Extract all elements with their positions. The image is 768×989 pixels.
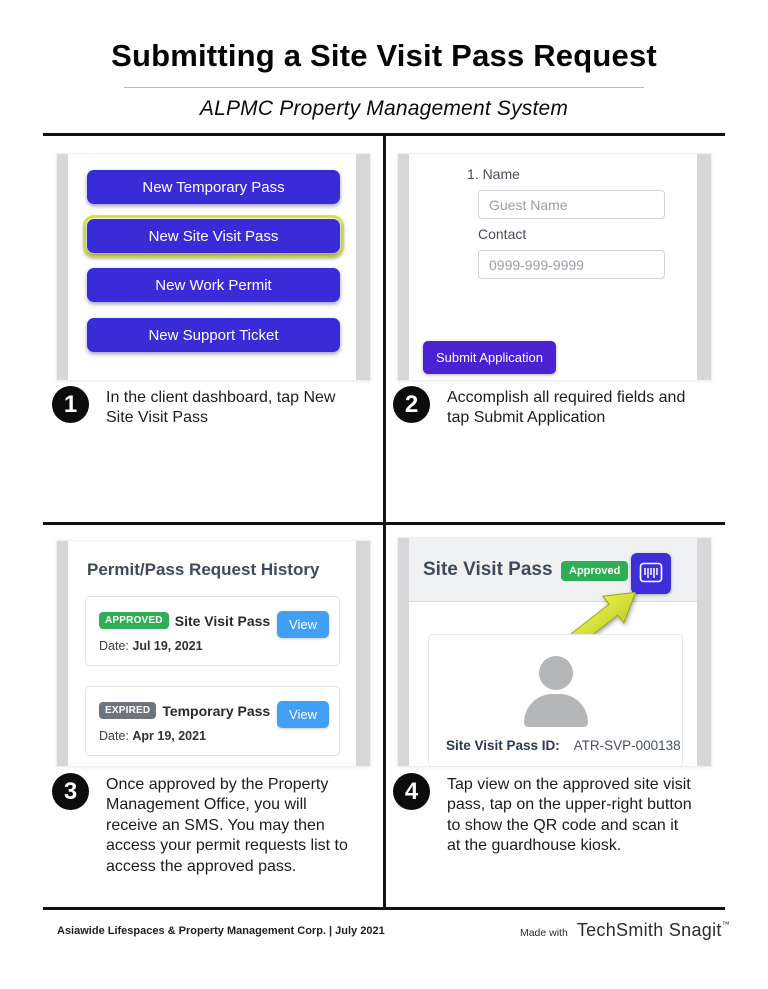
quadrant-step-2: [384, 136, 725, 522]
document-footer: [57, 920, 730, 941]
step-2: [393, 386, 695, 429]
title-divider: [124, 87, 644, 88]
status-badge-expired: EXPIRED: [99, 702, 156, 719]
avatar-icon: [539, 656, 573, 690]
status-badge-approved: APPROVED: [99, 612, 169, 629]
step-3: [52, 773, 354, 877]
screenshot-request-history: [56, 540, 371, 767]
new-support-ticket-button[interactable]: New Support Ticket: [87, 318, 340, 352]
request-name: Site Visit Pass: [174, 612, 271, 629]
made-with-label: Made with: [519, 927, 568, 939]
submit-application-button[interactable]: Submit Application: [423, 341, 556, 374]
quadrant-step-3: [43, 525, 384, 907]
footer-brand-group: [520, 920, 730, 941]
new-temporary-pass-button[interactable]: New Temporary Pass: [87, 170, 340, 204]
side-gutter: [398, 154, 409, 380]
snagit-logo: TechSmith Snagit™: [576, 920, 730, 940]
date-label: Date:: [99, 729, 129, 743]
contact-field-label: Contact: [478, 226, 527, 242]
request-date: [99, 729, 206, 743]
step-3-number-badge: 3: [52, 773, 89, 810]
request-name: Temporary Pass: [162, 702, 271, 719]
pass-title: Site Visit Pass: [423, 559, 553, 580]
step-2-number-badge: 2: [393, 386, 430, 423]
step-4: [393, 773, 695, 857]
pass-id-label: Site Visit Pass ID:: [446, 738, 560, 753]
side-gutter: [398, 538, 409, 766]
history-row-header: [99, 702, 270, 719]
date-value: Apr 19, 2021: [132, 729, 207, 743]
step-4-text: Tap view on the approved site visit pass, tap on the upper-right button to show the QR code and scan it at the guardhouse kiosk.: [447, 776, 692, 855]
quadrant-step-1: [43, 136, 384, 522]
steps-grid: [43, 133, 725, 910]
step-1-text: In the client dashboard, tap New Site Visit Pass: [106, 389, 336, 427]
screenshot-application-form: [397, 153, 712, 381]
view-button[interactable]: View: [277, 701, 329, 728]
step-4-number-badge: 4: [393, 773, 430, 810]
contact-input[interactable]: [478, 250, 665, 279]
page-title: Submitting a Site Visit Pass Request: [111, 38, 657, 73]
pass-id-value: ATR-SVP-000138: [573, 738, 681, 753]
step-1: [52, 386, 354, 429]
approved-status-badge: Approved: [561, 561, 628, 581]
side-gutter: [57, 541, 68, 766]
highlight-ring: [83, 215, 344, 257]
side-gutter: [356, 541, 370, 766]
new-work-permit-button[interactable]: New Work Permit: [87, 268, 340, 302]
history-row-header: [99, 612, 270, 629]
name-field-label: 1. Name: [467, 166, 520, 182]
step-2-text: Accomplish all required fields and tap Submit Application: [447, 389, 686, 427]
dashboard-button-stack: [57, 170, 370, 352]
history-title: Permit/Pass Request History: [87, 560, 320, 579]
view-button[interactable]: View: [277, 611, 329, 638]
avatar-icon: [524, 694, 588, 727]
screenshot-approved-pass: [397, 537, 712, 767]
history-row-site-visit-pass: [85, 596, 340, 666]
history-row-temporary-pass: [85, 686, 340, 756]
side-gutter: [697, 154, 711, 380]
guest-name-input[interactable]: [478, 190, 665, 219]
pass-card: [428, 634, 683, 767]
pass-header: [409, 538, 697, 602]
footer-credit: Asiawide Lifespaces & Property Management Corp. | July 2021: [57, 925, 385, 937]
page-subtitle: ALPMC Property Management System: [199, 97, 569, 120]
screenshot-client-dashboard: [56, 153, 371, 381]
request-date: [99, 639, 203, 653]
step-1-number-badge: 1: [52, 386, 89, 423]
quadrant-step-4: [384, 525, 725, 907]
side-gutter: [697, 538, 711, 766]
document-header: [0, 0, 768, 121]
trademark-symbol: ™: [721, 920, 730, 929]
new-site-visit-pass-button[interactable]: New Site Visit Pass: [87, 219, 340, 253]
pass-id-row: [446, 738, 681, 753]
date-label: Date:: [99, 639, 129, 653]
date-value: Jul 19, 2021: [132, 639, 203, 653]
step-3-text: Once approved by the Property Management Office, you will receive an SMS. You may then access your permit requests list to access the approved pass.: [106, 776, 348, 875]
